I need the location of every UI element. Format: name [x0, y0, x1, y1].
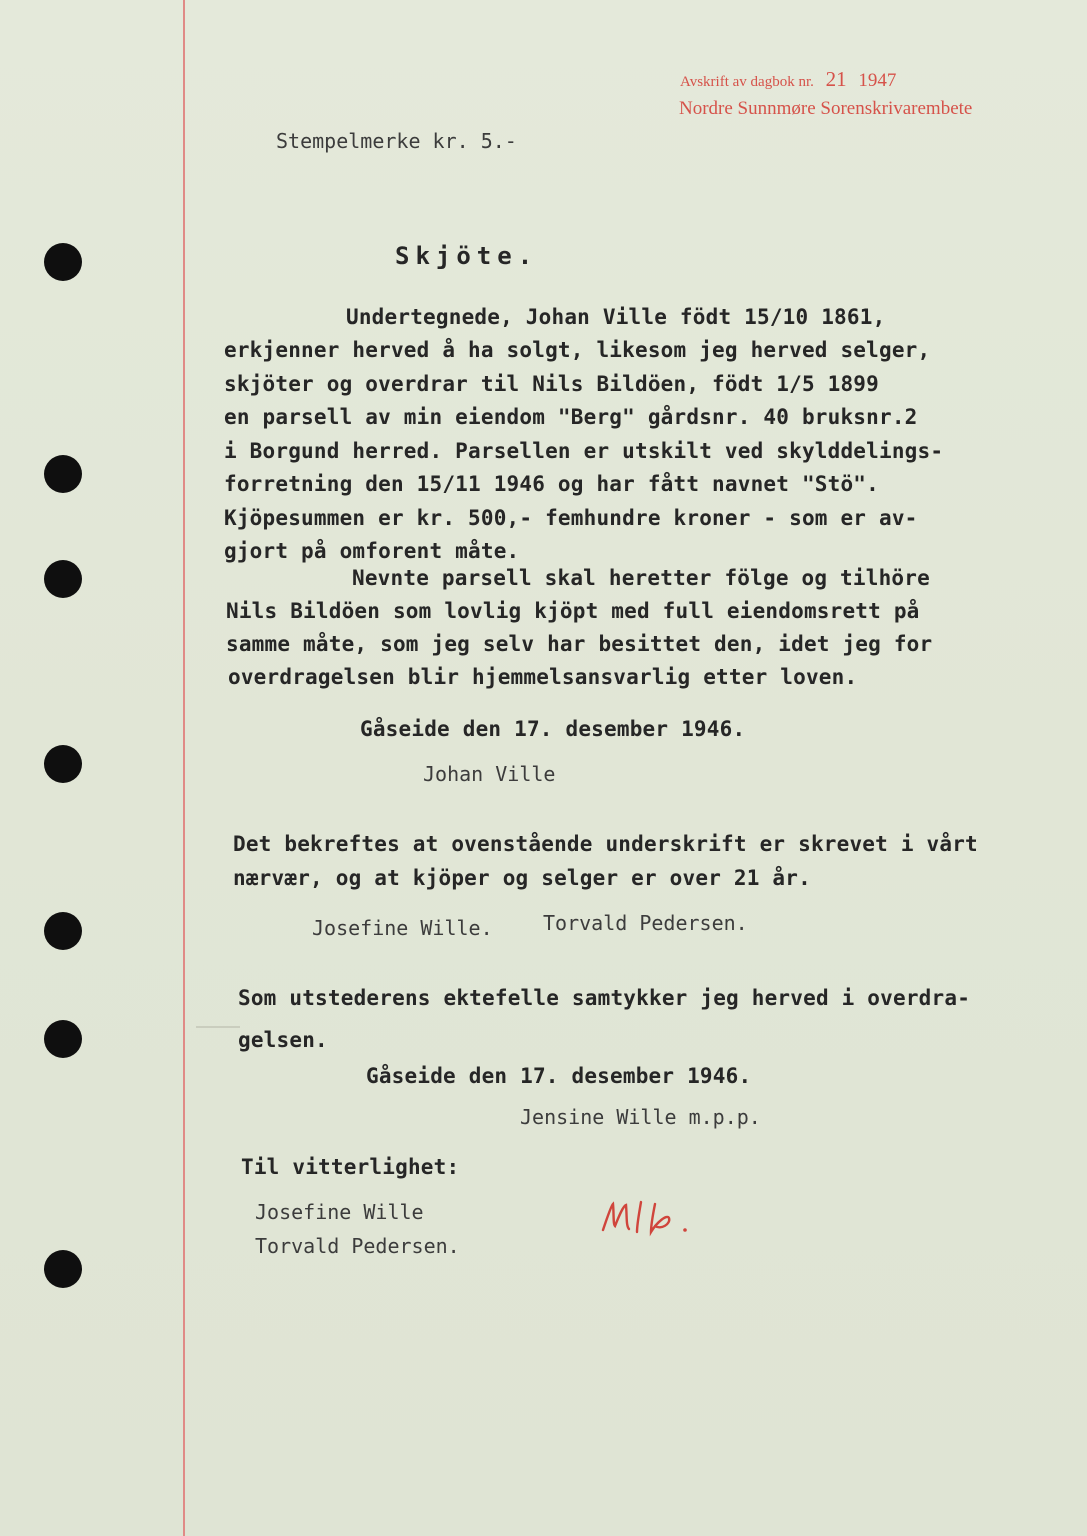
stamp-line-1 [680, 67, 896, 92]
punch-hole [44, 455, 82, 493]
body-line: Kjöpesummen er kr. 500,- femhundre kroner - som er av- [224, 506, 918, 530]
body-line: Nils Bildöen som lovlig kjöpt med full eiendomsrett på [226, 599, 920, 623]
ink-smudge [196, 1026, 240, 1028]
punch-hole [44, 745, 82, 783]
place-date: Gåseide den 17. desember 1946. [366, 1064, 752, 1088]
body-line: gjort på omforent måte. [224, 539, 520, 563]
witness-name: Josefine Wille [255, 1200, 424, 1224]
body-line: en parsell av min eiendom "Berg" gårdsnr. 40 bruksnr.2 [224, 405, 918, 429]
body-line: i Borgund herred. Parsellen er utskilt ved skylddelings- [224, 439, 944, 463]
consent-line: gelsen. [238, 1028, 328, 1052]
stamp-year: 1947 [858, 70, 897, 91]
signature-name: Jensine Wille m.p.p. [520, 1105, 761, 1129]
document-title: Skjöte. [395, 242, 539, 270]
body-line: erkjenner herved å ha solgt, likesom jeg herved selger, [224, 338, 931, 362]
confirmation-line: Det bekreftes at ovenstående underskrift er skrevet i vårt [233, 832, 978, 856]
place-date: Gåseide den 17. desember 1946. [360, 717, 746, 741]
punch-hole [44, 243, 82, 281]
body-line: forretning den 15/11 1946 og har fått navnet "Stö". [224, 472, 879, 496]
stamp-prefix: Avskrift av dagbok nr. [680, 74, 814, 90]
witness-name: Josefine Wille. [312, 916, 493, 940]
body-line: Undertegnede, Johan Ville födt 15/10 1861, [346, 305, 886, 329]
confirmation-line: nærvær, og at kjöper og selger er over 21 år. [233, 866, 811, 890]
punch-hole [44, 1020, 82, 1058]
stempelmerke-note: Stempelmerke kr. 5.- [276, 129, 517, 153]
body-line: samme måte, som jeg selv har besittet den, idet jeg for [226, 632, 933, 656]
punch-hole [44, 912, 82, 950]
stamp-office: Nordre Sunnmøre Sorenskrivarembete [679, 98, 973, 119]
margin-line [183, 0, 185, 1536]
witness-name: Torvald Pedersen. [543, 911, 748, 935]
punch-hole [44, 560, 82, 598]
body-line: skjöter og overdrar til Nils Bildöen, födt 1/5 1899 [224, 372, 879, 396]
body-line: overdragelsen blir hjemmelsansvarlig etter loven. [228, 665, 858, 689]
signature-name: Johan Ville [423, 762, 556, 786]
stamp-number: 21 [825, 67, 847, 91]
handwritten-initials [597, 1196, 717, 1244]
witness-name: Torvald Pedersen. [255, 1234, 460, 1258]
body-line: Nevnte parsell skal heretter fölge og tilhöre [352, 566, 930, 590]
witness-heading: Til vitterlighet: [241, 1155, 460, 1179]
punch-hole [44, 1250, 82, 1288]
consent-line: Som utstederens ektefelle samtykker jeg herved i overdra- [238, 986, 971, 1010]
